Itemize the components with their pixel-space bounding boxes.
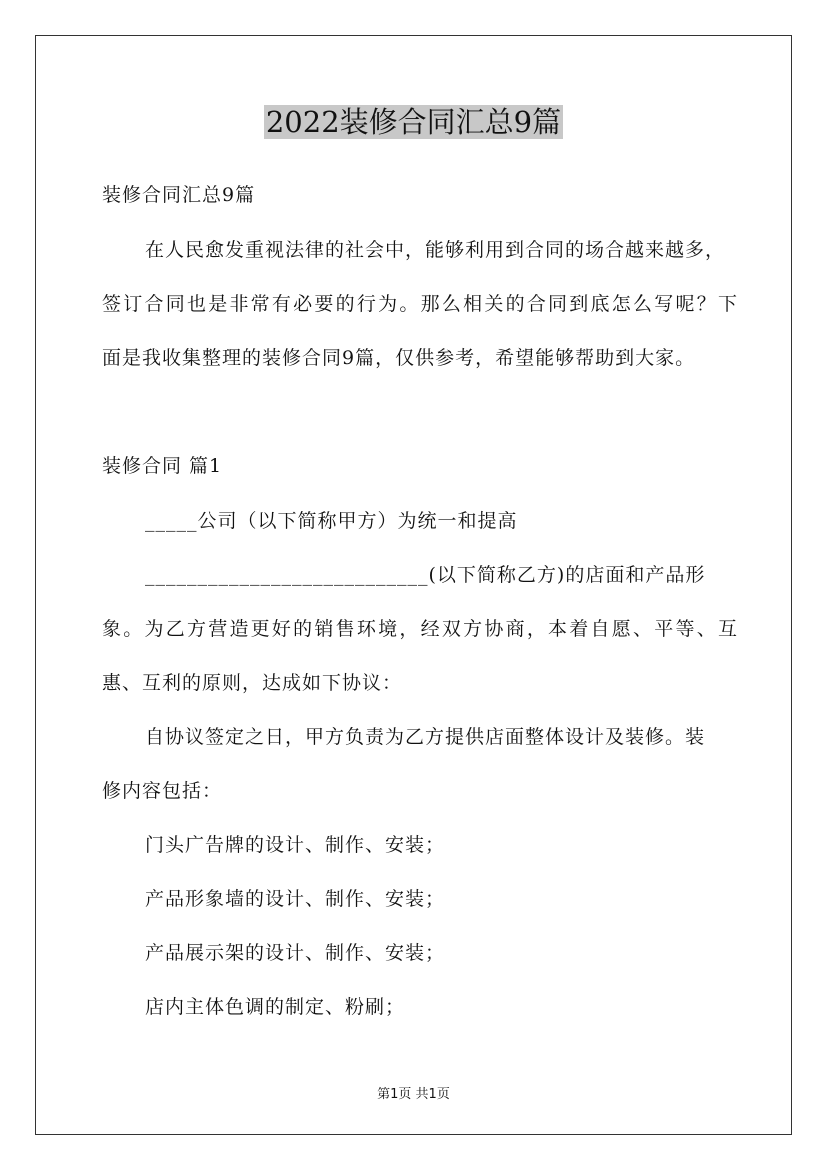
intro-line-3: 面是我收集整理的装修合同9篇，仅供参考，希望能够帮助到大家。	[102, 347, 696, 369]
body-line-5: 自协议签定之日，甲方负责为乙方提供店面整体设计及装修。装	[145, 726, 706, 748]
body-line-2: ___________________________(以下简称乙方)的店面和产品形	[145, 564, 706, 586]
body-line-7: 门头广告牌的设计、制作、安装；	[145, 834, 446, 856]
body-line-9: 产品展示架的设计、制作、安装；	[145, 942, 446, 964]
intro-line-1: 在人民愈发重视法律的社会中，能够利用到合同的场合越来越多，	[145, 239, 726, 261]
intro-line-2: 签订合同也是非常有必要的行为。那么相关的合同到底怎么写呢？下	[102, 293, 738, 315]
body-line-8: 产品形象墙的设计、制作、安装；	[145, 888, 446, 910]
document-title: 2022装修合同汇总9篇	[265, 105, 562, 139]
body-line-4: 惠、互利的原则，达成如下协议：	[102, 672, 403, 694]
body-line-1: _____公司（以下简称甲方）为统一和提高	[145, 510, 518, 532]
body-line-10: 店内主体色调的制定、粉刷；	[145, 996, 406, 1018]
section-heading: 装修合同 篇1	[102, 455, 223, 477]
document-title-wrap	[0, 102, 827, 142]
body-line-6: 修内容包括：	[102, 780, 223, 802]
page-footer: 第1页 共1页	[377, 1087, 450, 1102]
document-subtitle: 装修合同汇总9篇	[102, 184, 256, 206]
body-line-3: 象。为乙方营造更好的销售环境，经双方协商，本着自愿、平等、互	[102, 618, 738, 640]
